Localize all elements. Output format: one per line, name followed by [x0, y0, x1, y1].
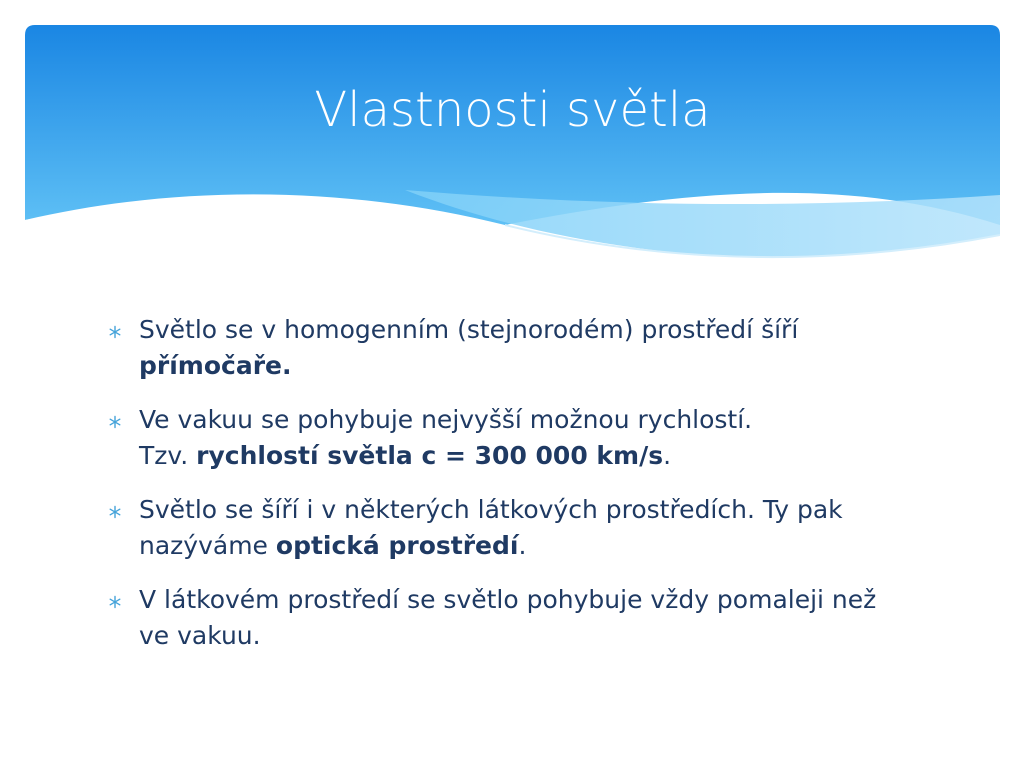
bullet-2-bold: rychlostí světla c = 300 000 km/s [196, 441, 664, 470]
bullet-item-4 [108, 582, 908, 654]
asterisk-bullet-icon [108, 325, 122, 339]
bullet-item-2 [108, 402, 908, 474]
bullet-item-3 [108, 492, 908, 564]
header-wave-background [25, 25, 1000, 295]
asterisk-bullet-icon [108, 415, 122, 429]
slide-title: Vlastnosti světla [314, 82, 711, 138]
bullet-list [108, 312, 908, 672]
bullet-2-line1: Ve vakuu se pohybuje nejvyšší možnou rychlostí. [139, 405, 753, 434]
bullet-3-period: . [518, 531, 527, 560]
bullet-2-suffix: . [663, 441, 672, 470]
bullet-3-bold: optická prostředí [275, 531, 519, 560]
bullet-item-1 [108, 312, 908, 384]
bullet-2-prefix: Tzv. [139, 441, 197, 470]
bullet-4-text: V látkovém prostředí se světlo pohybuje vždy pomaleji než ve vakuu. [139, 585, 877, 650]
asterisk-bullet-icon [108, 595, 122, 609]
bullet-3-text: Světlo se šíří i v některých látkových prostředích. Ty pak nazýváme [139, 495, 843, 560]
asterisk-bullet-icon [108, 505, 122, 519]
bullet-1-text: Světlo se v homogenním (stejnorodém) prostředí šíří [139, 315, 799, 344]
bullet-2-line2 [139, 438, 908, 474]
bullet-1-period: . [282, 351, 292, 380]
bullet-1-bold: přímočaře [139, 351, 282, 380]
header-banner [25, 25, 1000, 295]
